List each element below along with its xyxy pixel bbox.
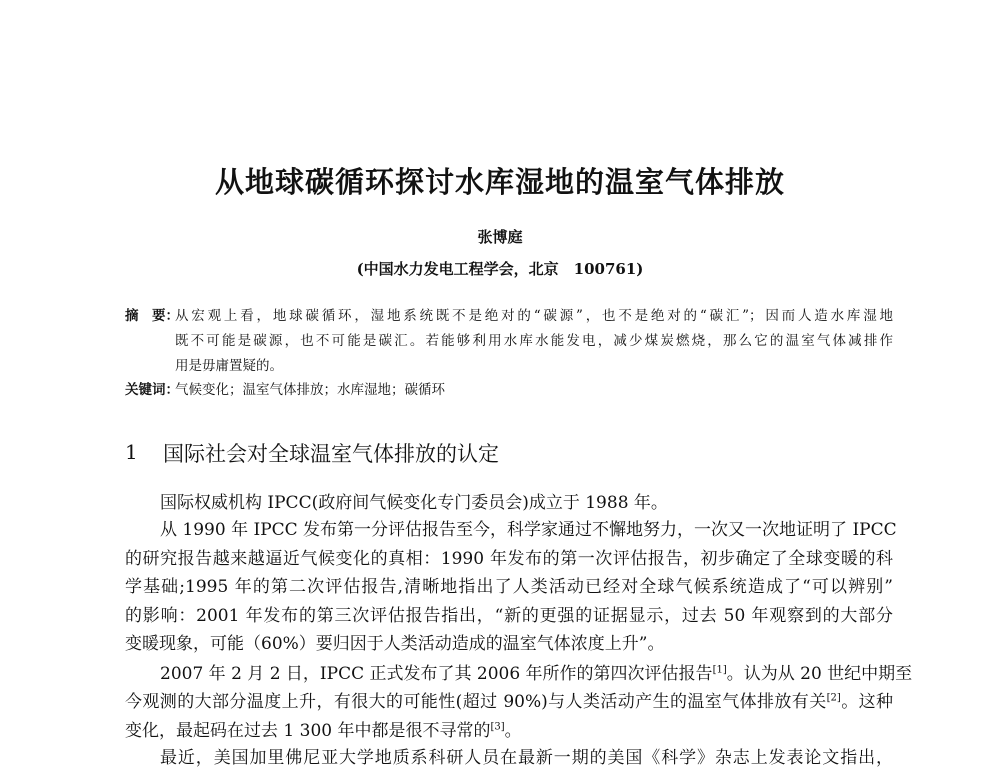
body-line	[125, 716, 893, 741]
body-line-text: 最近，美国加里佛尼亚大学地质系科研人员在最新一期的美国《科学》杂志上发表论文指出，	[160, 748, 893, 768]
body-line-tail: 。这种	[840, 692, 894, 712]
keywords-text: 气候变化；温室气体排放；水库湿地；碳循环	[175, 382, 445, 398]
body-line	[160, 743, 893, 768]
body-line-tail: 。认为从 20 世纪中期至	[726, 664, 913, 684]
body-line	[125, 629, 893, 654]
body-line-text: 国际权威机构 IPCC(政府间气候变化专门委员会)成立于 1988 年。	[160, 493, 668, 513]
body-line-text: 的研究报告越来越逼近气候变化的真相：1990 年发布的第一次评估报告，初步确定了全球变暖的科	[125, 549, 893, 569]
body-line	[160, 515, 897, 540]
body-line	[160, 659, 913, 684]
body-line	[125, 601, 893, 626]
body-line-text: 从 1990 年 IPCC 发布第一分评估报告至今，科学家通过不懈地努力，一次又一次地证明了 IPCC	[160, 520, 897, 540]
citation-ref: [1]	[712, 664, 727, 676]
author: 张博庭	[477, 228, 523, 246]
affiliation: (中国水力发电工程学会，北京 100761)	[356, 260, 644, 278]
body-line	[125, 687, 893, 712]
citation-ref: [3]	[490, 721, 505, 733]
body-line-text: 变暖现象，可能（60%）要归因于人类活动造成的温室气体浓度上升”。	[125, 634, 665, 654]
section-title: 国际社会对全球温室气体排放的认定	[163, 442, 499, 466]
body-line-text: 2007 年 2 月 2 日，IPCC 正式发布了其 2006 年所作的第四次评估报告	[160, 664, 713, 684]
body-line	[160, 488, 893, 513]
abstract-line: 从宏观上看，地球碳循环，湿地系统既不是绝对的“碳源”，也不是绝对的“碳汇”；因而人造水库湿地	[175, 308, 893, 324]
body-line-text: 学基础;1995 年的第二次评估报告,清晰地指出了人类活动已经对全球气候系统造成了“可以辨别”	[125, 577, 893, 597]
keywords-label: 关键词：	[125, 382, 179, 398]
abstract-line: 用是毋庸置疑的。	[175, 358, 283, 374]
body-line-text: 今观测的大部分温度上升，有很大的可能性(超过 90%)与人类活动产生的温室气体排放有关	[125, 692, 827, 712]
paper-title: 从地球碳循环探讨水库湿地的温室气体排放	[214, 165, 785, 199]
body-line	[125, 544, 893, 569]
body-line	[125, 572, 893, 597]
body-line-text: 的影响：2001 年发布的第三次评估报告指出，“新的更强的证据显示，过去 50 年观察到的大部分	[125, 606, 893, 626]
citation-ref: [2]	[826, 692, 841, 704]
abstract-label: 摘 要：	[125, 308, 179, 324]
body-line-text: 变化，最起码在过去 1 300 年中都是很不寻常的	[125, 721, 491, 741]
abstract-line: 既不可能是碳源，也不可能是碳汇。若能够利用水库水能发电，减少煤炭燃烧，那么它的温室气体减排作	[175, 333, 893, 349]
section-number: 1	[125, 440, 138, 464]
body-line-tail: 。	[504, 721, 522, 741]
